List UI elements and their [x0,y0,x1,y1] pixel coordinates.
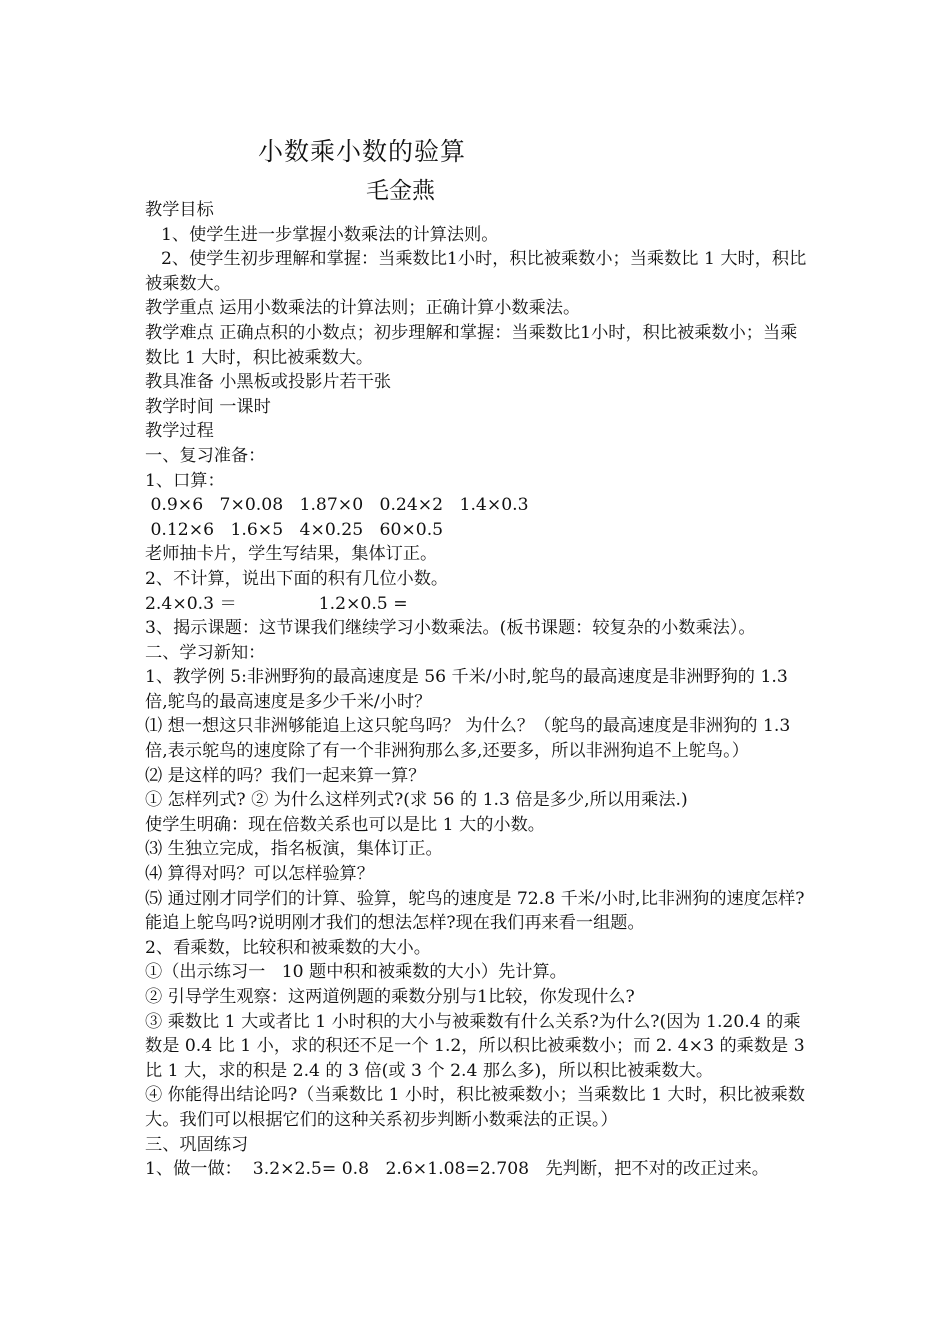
paragraph: 1、使学生进一步掌握小数乘法的计算法则。 [161,224,499,245]
paragraph: 2.4×0.3 ＝ 1.2×0.5 = [145,593,408,614]
paragraph: ② 引导学生观察：这两道例题的乘数分别与1比较，你发现什么? [145,987,635,1007]
paragraph: 教学难点 正确点积的小数点；初步理解和掌握：当乘数比1小时，积比被乘数小；当乘数比 1 大时，积比被乘数大。 [145,322,798,368]
paragraph: 使学生明确：现在倍数关系也可以是比 1 大的小数。 [145,814,545,835]
paragraph: ⑴ 想一想这只非洲够能追上这只鸵鸟吗？ 为什么？（鸵鸟的最高速度是非洲狗的 1.3 倍,表示鸵鸟的速度除了有一个非洲狗那么多,还要多，所以非洲狗追不上鸵鸟。） [145,716,791,762]
paragraph: 0.9×6 7×0.08 1.87×0 0.24×2 1.4×0.3 [145,495,529,516]
paragraph: ① 怎样列式? ② 为什么这样列式?(求 56 的 1.3 倍是多少,所以用乘法.) [145,790,688,811]
paragraph: 一、复习准备： [145,445,266,466]
paragraph: 2、使学生初步理解和掌握：当乘数比1小时，积比被乘数小；当乘数比 1 大时，积比被乘数大。 [145,249,807,294]
paragraph: 教学过程 [145,421,214,442]
paragraph: 3、揭示课题：这节课我们继续学习小数乘法。(板书课题：较复杂的小数乘法）。 [145,618,756,639]
doc-body [145,198,810,1182]
paragraph: ⑷ 算得对吗？可以怎样验算？ [145,864,374,885]
paragraph: 1、做一做： 3.2×2.5= 0.8 2.6×1.08=2.708 先判断，把不对的改正过来。 [145,1159,769,1180]
paragraph: 2、不计算，说出下面的积有几位小数。 [145,568,449,589]
paragraph: ⑵ 是这样的吗？我们一起来算一算？ [145,765,426,786]
paragraph: ④ 你能得出结论吗?（当乘数比 1 小时，积比被乘数小；当乘数比 1 大时，积比被乘数大。我们可以根据它们的这种关系初步判断小数乘法的正误。） [145,1085,805,1130]
doc-title: 小数乘小数的验算 [258,137,467,166]
paragraph: 0.12×6 1.6×5 4×0.25 60×0.5 [145,519,444,540]
paragraph: 老师抽卡片，学生写结果，集体订正。 [145,544,438,565]
paragraph: 1、教学例 5:非洲野狗的最高速度是 56 千米/小时,鸵鸟的最高速度是非洲野狗的 1.3 倍,鸵鸟的最高速度是多少千米/小时？ [145,667,788,712]
paragraph: 教学时间 一课时 [145,396,271,417]
paragraph: ③ 乘数比 1 大或者比 1 小时积的大小与被乘数有什么关系?为什么?(因为 1.20.4 的乘数是 0.4 比 1 小，求的积还不足一个 1.2，所以积比被乘数小；而 2. 4×3 的乘数是 3 比 1 大，求的积是 2.4 的 3 倍(或 3 个 2.4 那么多)，所以积比被乘数大。 [145,1011,805,1081]
paragraph: ①（出示练习一 10 题中积和被乘数的大小）先计算。 [145,962,567,983]
paragraph: 1、口算： [145,470,225,491]
paragraph: ⑶ 生独立完成，指名板演，集体订正。 [145,839,443,860]
paragraph: 教学目标 [145,200,214,220]
paragraph: 二、学习新知： [145,642,266,663]
paragraph: 教具准备 小黑板或投影片若干张 [145,372,392,393]
paragraph: 2、看乘数，比较积和被乘数的大小。 [145,937,431,958]
doc-author: 毛金燕 [366,178,435,204]
paragraph: 教学重点 运用小数乘法的计算法则；正确计算小数乘法。 [145,298,581,319]
paragraph: 三、巩固练习 [145,1134,249,1155]
paragraph: ⑸ 通过刚才同学们的计算、验算，鸵鸟的速度是 72.8 千米/小时,比非洲狗的速度怎样?能追上鸵鸟吗?说明刚才我们的想法怎样?现在我们再来看一组题。 [145,888,805,934]
